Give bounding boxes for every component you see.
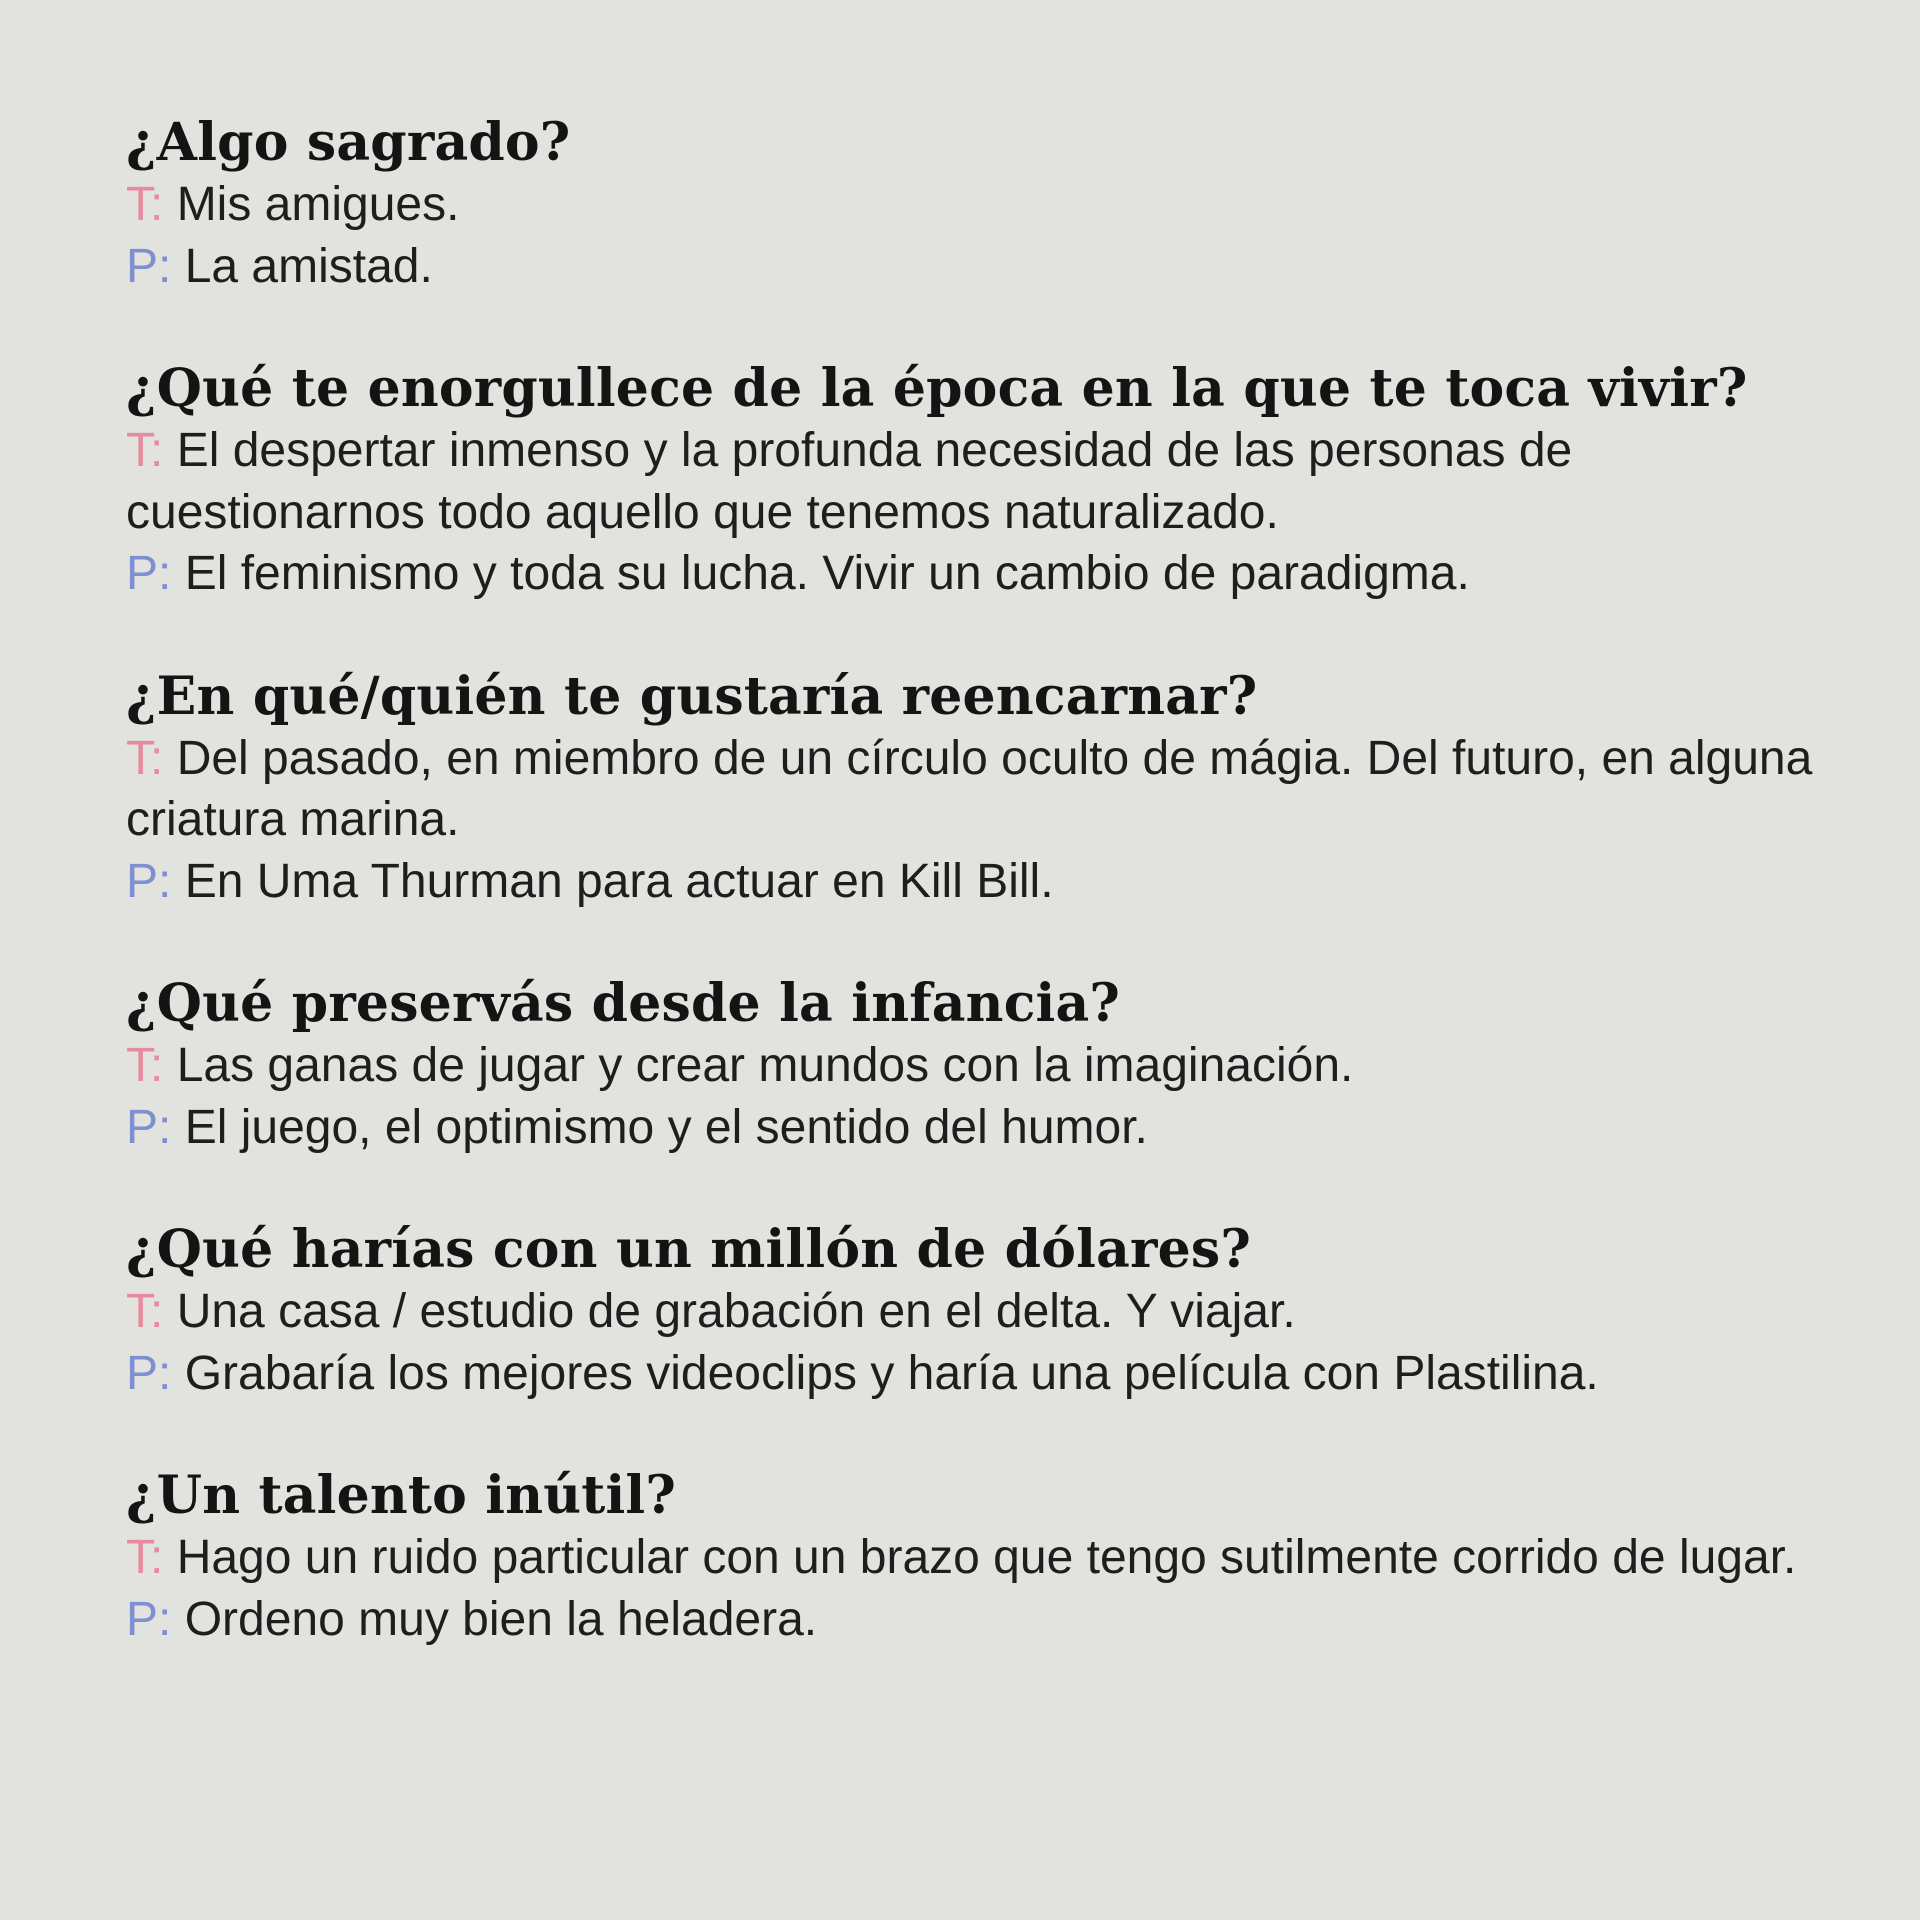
speaker-t-label: T: (126, 1531, 164, 1584)
speaker-p-label: P: (126, 239, 172, 293)
speaker-t-label: T: (126, 178, 164, 231)
interview-page (126, 112, 1826, 1711)
answer-p (126, 1097, 1826, 1159)
answer-p (126, 543, 1826, 605)
qa-block-reincarnate (126, 666, 1826, 913)
answer-t-text: Las ganas de jugar y crear mundos con la imaginación. (176, 1039, 1354, 1092)
question-heading: ¿Qué preservás desde la infancia? (126, 973, 1121, 1034)
answer-p-text: La amistad. (184, 239, 433, 293)
qa-block-proud-era (126, 358, 1826, 605)
answer-t (126, 174, 1826, 236)
answer-p-text: Grabaría los mejores videoclips y haría una película con Plastilina. (184, 1346, 1599, 1400)
answer-t-text: El despertar inmenso y la profunda necesidad de las personas de cuestionarnos todo aquello que tenemos naturalizado. (126, 424, 1573, 539)
qa-block-sacred (126, 112, 1826, 297)
answer-p (126, 1589, 1826, 1651)
speaker-p-label: P: (126, 1592, 172, 1646)
speaker-p-label: P: (126, 854, 172, 908)
answer-p-text: En Uma Thurman para actuar en Kill Bill. (184, 854, 1054, 908)
answer-t (126, 1527, 1826, 1589)
answer-p-text: El juego, el optimismo y el sentido del humor. (184, 1100, 1148, 1154)
answer-t-text: Una casa / estudio de grabación en el delta. Y viajar. (176, 1285, 1296, 1338)
answer-t-text: Del pasado, en miembro de un círculo oculto de mágia. Del futuro, en alguna criatura marina. (126, 731, 1813, 846)
answer-t-text: Mis amigues. (176, 178, 460, 231)
qa-block-million-dollars (126, 1219, 1826, 1404)
qa-block-useless-talent (126, 1465, 1826, 1650)
question-heading: ¿Algo sagrado? (126, 112, 571, 173)
answer-t (126, 1035, 1826, 1097)
question-heading: ¿Un talento inútil? (126, 1465, 677, 1526)
speaker-p-label: P: (126, 1100, 172, 1154)
answer-p-text: El feminismo y toda su lucha. Vivir un cambio de paradigma. (184, 547, 1470, 600)
speaker-t-label: T: (126, 424, 164, 477)
answer-t (126, 420, 1826, 543)
speaker-p-label: P: (126, 1346, 172, 1400)
speaker-p-label: P: (126, 547, 172, 600)
answer-p (126, 1343, 1826, 1405)
answer-t (126, 1281, 1826, 1343)
answer-t (126, 728, 1826, 851)
question-heading: ¿Qué te enorgullece de la época en la que te toca vivir? (126, 358, 1748, 419)
speaker-t-label: T: (126, 1285, 164, 1338)
answer-p (126, 851, 1826, 913)
qa-block-childhood (126, 973, 1826, 1158)
answer-p-text: Ordeno muy bien la heladera. (184, 1592, 818, 1646)
answer-t-text: Hago un ruido particular con un brazo que tengo sutilmente corrido de lugar. (176, 1531, 1797, 1584)
speaker-t-label: T: (126, 1039, 164, 1092)
answer-p (126, 236, 1826, 298)
speaker-t-label: T: (126, 731, 164, 785)
question-heading: ¿En qué/quién te gustaría reencarnar? (126, 665, 1258, 727)
question-heading: ¿Qué harías con un millón de dólares? (126, 1219, 1251, 1280)
